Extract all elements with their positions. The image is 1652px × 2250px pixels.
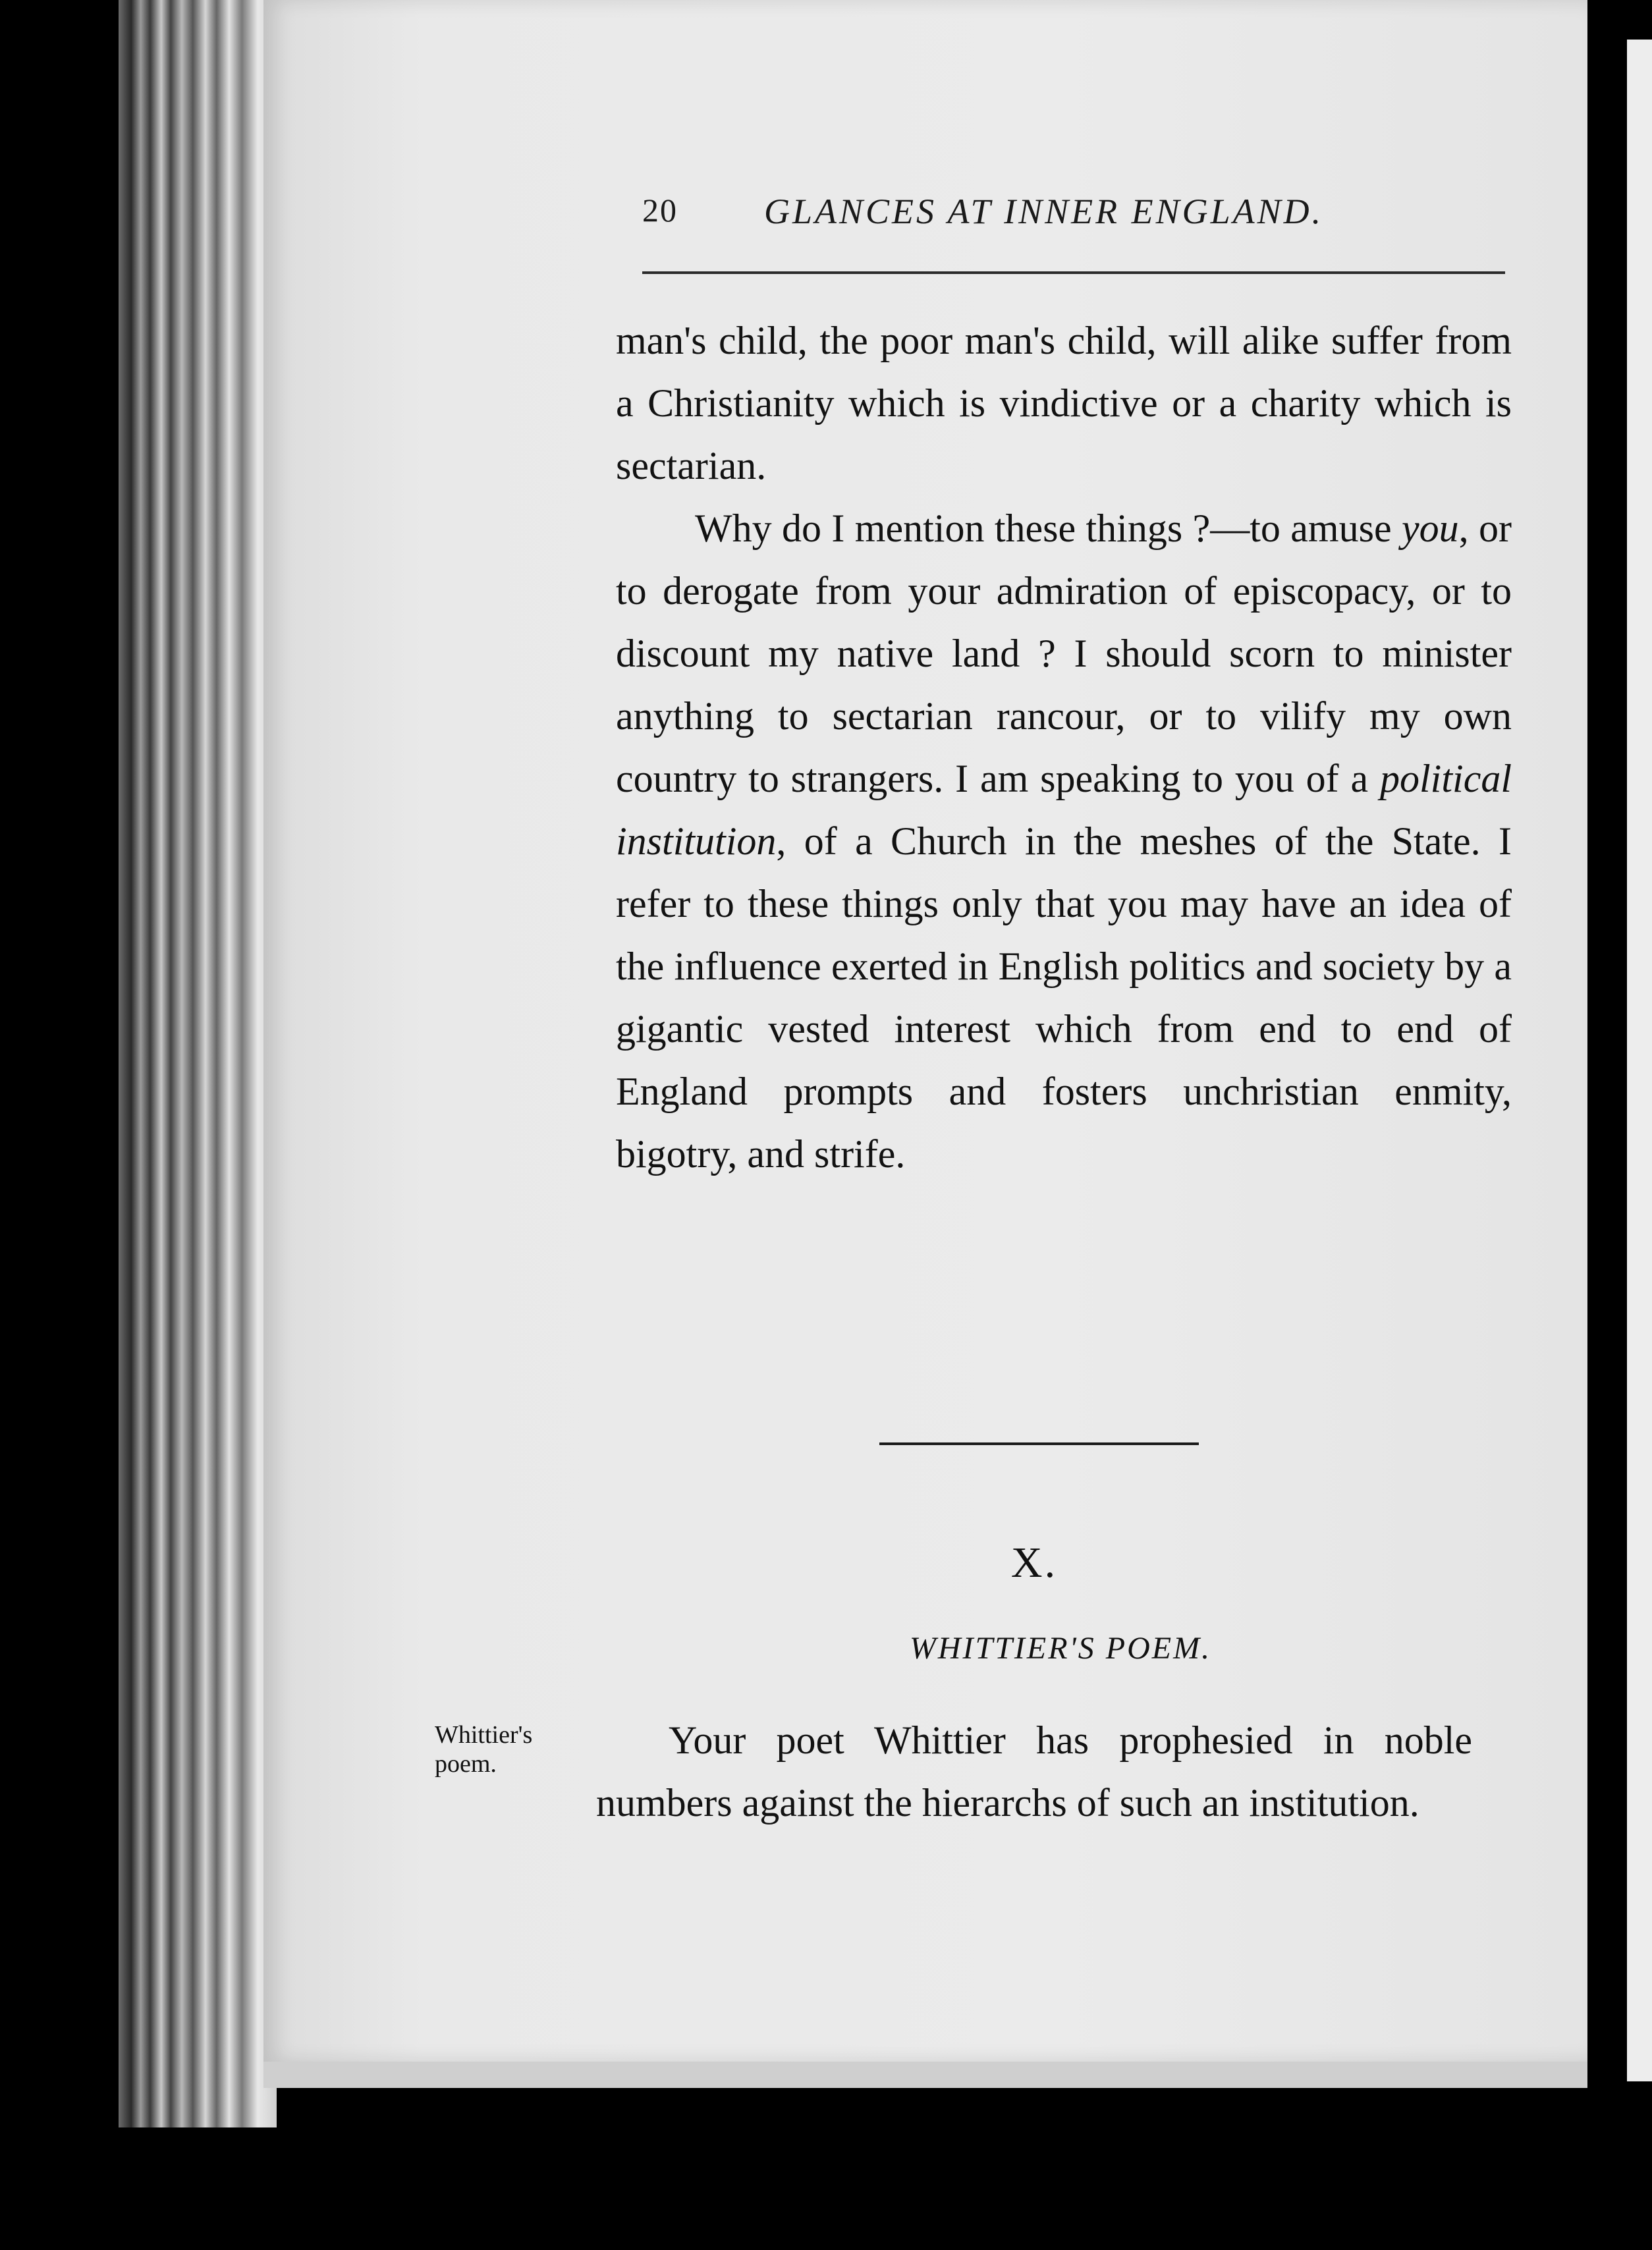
page-edges: [119, 0, 277, 2127]
header-rule: [642, 271, 1505, 274]
paragraph-2-part-1: Why do I mention these things ?—to amuse: [695, 507, 1402, 550]
paragraph-3: Your poet Whittier has prophesied in noble numbers against the hierarchs of such an institution.: [596, 1718, 1472, 1825]
body-text-section: [596, 1709, 1472, 1834]
page-number: 20: [642, 192, 678, 229]
facing-page-edge: [1627, 40, 1652, 2081]
paragraph-1: man's child, the poor man's child, will alike suffer from a Christianity which is vindictive or a charity which is sectarian.: [616, 319, 1512, 487]
section-title: WHITTIER'S POEM.: [909, 1631, 1212, 1666]
paragraph-2-italic-1: you: [1401, 507, 1459, 550]
page-bottom-edge: [263, 2062, 1587, 2088]
paragraph-2: [616, 497, 1512, 1186]
section-divider: [879, 1442, 1199, 1445]
paragraph-2-part-2: , or to derogate from your admiration of episcopacy, or to discount my native land ? I should scorn to minister anything to sectarian rancour, or to vilify my own country to strangers. I am speaking to you of a: [616, 507, 1512, 800]
paragraph-2-italic-2: political institution: [616, 757, 1512, 863]
section-number: X.: [1010, 1539, 1058, 1587]
running-head: [639, 191, 1495, 250]
running-title: GLANCES AT INNER ENGLAND.: [764, 192, 1324, 231]
paragraph-2-part-3: , of a Church in the meshes of the State. I refer to these things only that you may have an idea of the influence exerted in English politics and society by a gigantic vested interest which from end to end of England prompts and fosters unchristian enmity, bigotry, and strife.: [616, 819, 1512, 1176]
margin-note: Whittier's poem.: [435, 1721, 533, 1778]
body-text: [616, 310, 1512, 1186]
